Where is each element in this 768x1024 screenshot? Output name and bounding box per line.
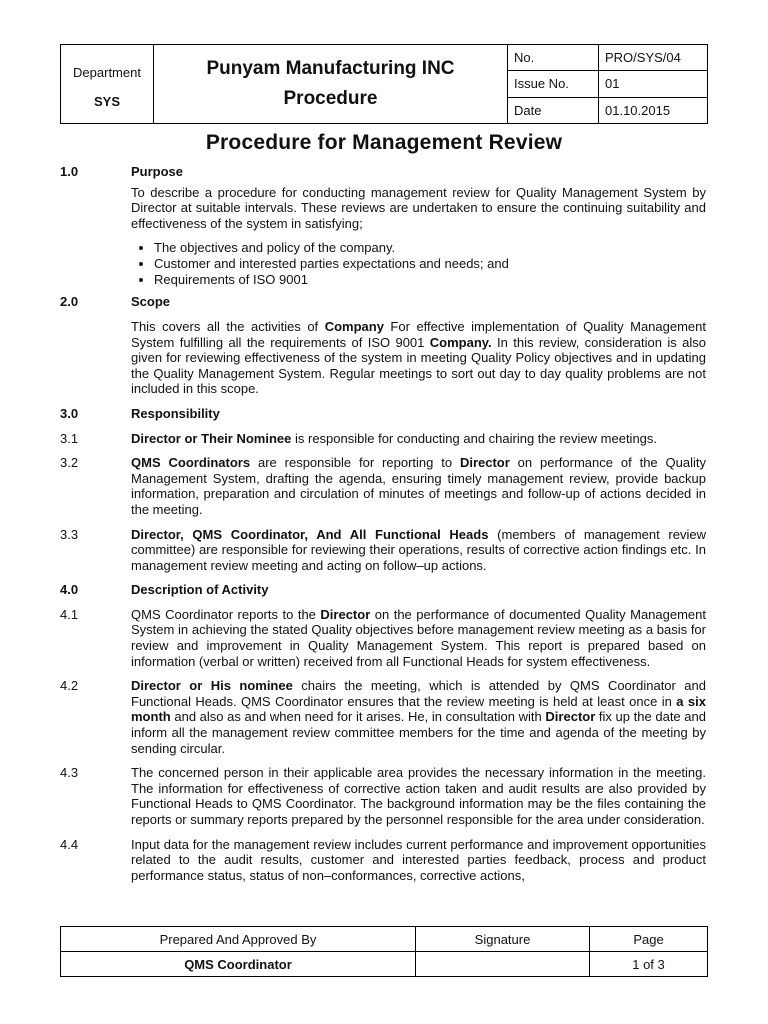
signature-value xyxy=(416,952,590,977)
section-heading: Scope xyxy=(131,294,171,310)
doc-number-label: No. xyxy=(508,45,599,71)
paragraph-text xyxy=(131,185,706,232)
department-label: Department xyxy=(73,65,141,80)
paragraph-text xyxy=(131,678,706,756)
responsibility-item xyxy=(60,527,706,574)
item-number: 3.1 xyxy=(60,430,79,446)
bullet-list xyxy=(131,240,706,288)
activity-item xyxy=(60,607,706,669)
section-number: 1.0 xyxy=(60,164,79,179)
item-text: fix up the date and inform all the management review committee members for the time and agenda of the meeting by sending circular. xyxy=(131,709,706,756)
item-bold: a six month xyxy=(131,693,706,725)
prepared-by-header: Prepared And Approved By xyxy=(61,927,416,952)
section-scope-heading xyxy=(60,294,706,310)
list-item: • Customer and interested parties expectations and needs; and xyxy=(154,256,706,272)
department-value: SYS xyxy=(93,94,120,109)
scope-text: In this review, consideration is also given for reviewing effectiveness of the system in meeting Quality Policy objectives and in updating the Quality Management System. Regular meetings to sort out day to day quality problems are not included in this scope. xyxy=(131,334,706,397)
document-body xyxy=(60,164,706,883)
signature-header: Signature xyxy=(416,927,590,952)
document-header xyxy=(60,44,708,124)
section-heading: Description of Activity xyxy=(131,582,269,598)
company-cell xyxy=(154,45,508,124)
document-footer xyxy=(60,926,708,977)
section-heading: Responsibility xyxy=(131,405,220,421)
item-bold: Director or Their Nominee xyxy=(131,430,292,446)
doc-number-value: PRO/SYS/04 xyxy=(599,45,708,71)
item-bold: Director xyxy=(545,709,596,725)
date-value: 01.10.2015 xyxy=(599,97,708,123)
page-header: Page xyxy=(590,927,708,952)
item-bold: Director or His nominee xyxy=(131,678,293,694)
purpose-bullets xyxy=(60,240,706,294)
item-number: 4.2 xyxy=(60,678,79,694)
company-name: Punyam Manufacturing INC xyxy=(206,58,455,79)
list-item: • Requirements of ISO 9001 xyxy=(154,272,706,288)
list-item: • The objectives and policy of the company. xyxy=(154,240,706,256)
scope-paragraph xyxy=(60,319,706,397)
paragraph-text xyxy=(131,319,706,397)
paragraph-text: The concerned person in their applicable area provides the necessary information in the meeting. The information for effectiveness of corrective action taken and audit results are also provided by Functional Heads to QMS Coordinator. The background information may be the files containing the reports or summary reports prepared by the personnel responsible for the area under consideration. xyxy=(131,765,706,827)
issue-number-label: Issue No. xyxy=(508,71,599,97)
paragraph-text xyxy=(131,455,706,517)
scope-text: For effective implementation of Quality Management System fulfilling all the requirements of ISO 9001 xyxy=(131,318,706,350)
responsibility-item xyxy=(60,455,706,517)
prepared-by-value: QMS Coordinator xyxy=(61,952,416,977)
item-text: on the performance of documented Quality Management System in achieving the stated Quality objectives before management review meeting as a basis for review and improvement in Quality Management System. This report is prepared based on information (verbal or written) received from all Functional Heads for system effectiveness. xyxy=(131,606,706,669)
activity-item xyxy=(60,765,706,827)
activity-item xyxy=(60,678,706,756)
item-bold: Director, QMS Coordinator, And All Functional Heads xyxy=(131,526,489,542)
paragraph-text: Input data for the management review includes current performance and improvement opportunities related to the audit results, customer and interested parties feedback, process and product performance status, status of non–conformances, corrective actions, xyxy=(131,836,706,883)
scope-text: This covers all the activities of xyxy=(131,318,325,334)
paragraph-text xyxy=(131,527,706,574)
item-number: 4.4 xyxy=(60,836,79,852)
item-bold: QMS Coordinators xyxy=(131,455,251,471)
paragraph-text xyxy=(131,607,706,669)
item-text: are responsible for reporting to xyxy=(250,455,460,471)
item-number: 3.2 xyxy=(60,455,79,471)
section-responsibility-heading xyxy=(60,406,706,422)
item-text: is responsible for conducting and chairing the review meetings. xyxy=(291,430,658,446)
department-cell xyxy=(61,45,154,124)
section-number: 2.0 xyxy=(60,294,79,310)
paragraph-text xyxy=(131,431,706,447)
page-number: 1 of 3 xyxy=(590,952,708,977)
purpose-paragraph xyxy=(60,185,706,232)
scope-bold: Company xyxy=(324,318,384,334)
section-heading: Purpose xyxy=(131,164,184,179)
purpose-text: To describe a procedure for conducting management review for Quality Management System by Director at suitable intervals. These reviews are undertaken to ensure the continuing suitability and effectiveness of the system in satisfying; xyxy=(131,184,706,231)
document-type: Procedure xyxy=(283,88,378,109)
section-number: 4.0 xyxy=(60,582,79,598)
issue-number-value: 01 xyxy=(599,71,708,97)
responsibility-item xyxy=(60,431,706,447)
section-number: 3.0 xyxy=(60,405,79,421)
date-label: Date xyxy=(508,97,599,123)
item-number: 4.1 xyxy=(60,606,79,622)
item-text: and also as and when need for it arises. He, in consultation with xyxy=(170,709,546,725)
item-number: 4.3 xyxy=(60,765,79,781)
section-purpose-heading xyxy=(60,164,706,180)
item-text: (members of management review committee) are responsible for reviewing their operations, results of corrective action findings etc. In management review meeting and acting on follow–up actions. xyxy=(131,526,706,573)
item-bold: Director xyxy=(320,606,371,622)
item-text: QMS Coordinator reports to the xyxy=(131,606,321,622)
item-text: on performance of the Quality Management System, drafting the agenda, ensuring timely management review, provide backup information, preparation and circulation of minutes of meetings and follow-up of actions decided in the meeting. xyxy=(131,455,706,517)
item-bold: Director xyxy=(459,455,510,471)
item-number: 3.3 xyxy=(60,526,79,542)
item-text: chairs the meeting, which is attended by QMS Coordinator and Functional Heads. QMS Coordinator ensures that the review meeting is held at least once in xyxy=(131,678,706,709)
section-activity-heading xyxy=(60,582,706,598)
scope-bold: Company. xyxy=(429,334,492,350)
document-title: Procedure for Management Review xyxy=(205,131,563,154)
activity-item xyxy=(60,837,706,884)
